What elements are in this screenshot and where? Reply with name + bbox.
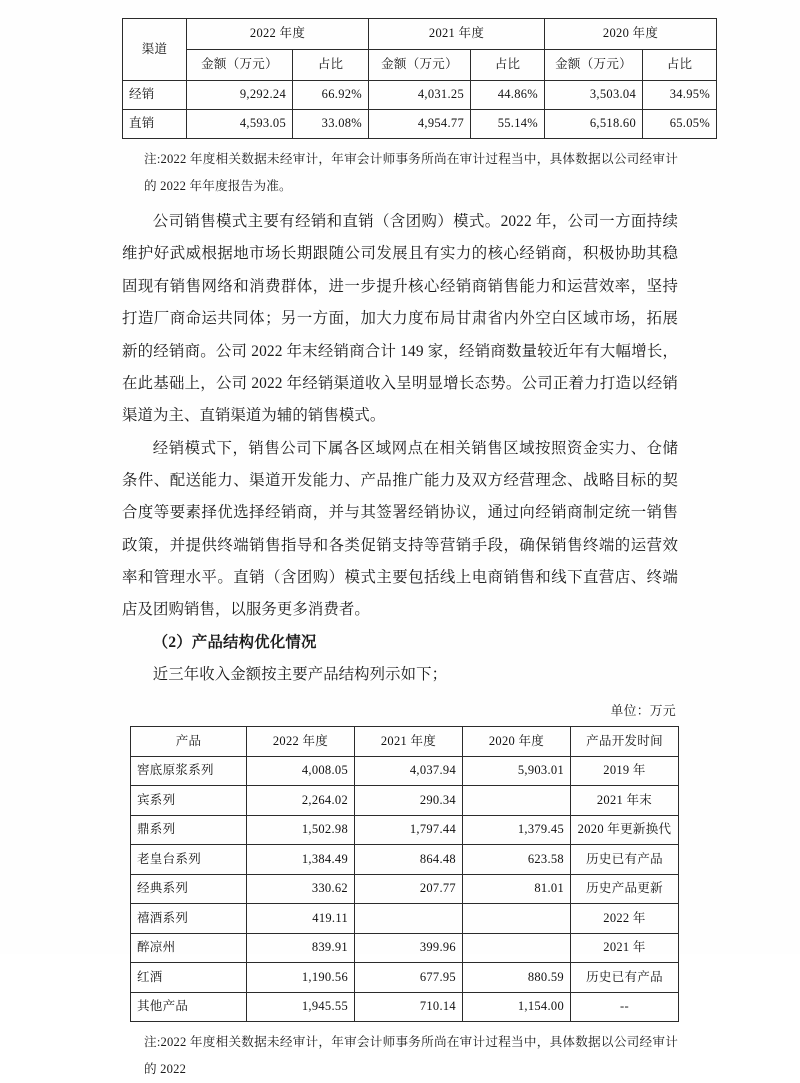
cell-pct-2020: 34.95% [643,81,717,110]
table-row [131,904,679,934]
table-subheader-row [123,50,717,81]
section-intro: 近三年收入金额按主要产品结构列示如下； [152,665,448,683]
subheader-amount-2022: 金额（万元） [187,50,293,81]
cell-2021: 710.14 [355,992,463,1022]
subheader-pct-2022: 占比 [293,50,369,81]
cell-dev-time: 2021 年 [571,933,679,963]
year-header-2020: 2020 年度 [545,19,717,50]
cell-product: 醉凉州 [131,933,247,963]
cell-amount-2021: 4,031.25 [369,81,471,110]
cell-product: 老皇台系列 [131,845,247,875]
cell-2021: 207.77 [355,874,463,904]
cell-amount-2022: 4,593.05 [187,110,293,139]
subheader-amount-2020: 金额（万元） [545,50,643,81]
subheader-pct-2020: 占比 [643,50,717,81]
cell-2022: 1,945.55 [247,992,355,1022]
table-row [123,110,717,139]
unit-label: 单位：万元 [610,704,676,719]
cell-product: 鼎系列 [131,815,247,845]
cell-product: 其他产品 [131,992,247,1022]
header-product: 产品 [131,727,247,757]
channel-table-note-block [122,146,678,200]
year-header-2021: 2021 年度 [369,19,545,50]
paragraph-sales-model: 公司销售模式主要有经销和直销（含团购）模式。2022 年，公司一方面持续维护好武威根据地市场长期跟随公司发展且有实力的核心经销商，积极协助其稳固现有销售网络和消费群体，进一步提升核心经销商销售能力和运营效率，坚持打造厂商命运共同体；另一方面，加大力度布局甘肃省内外空白区域市场，拓展新的经销商。公司 2022 年末经销商合计 149 家，经销商数量较近年有大幅增长，在此基础上，公司 2022 年经销渠道收入呈明显增长态势。公司正着力打造以经销渠道为主、直销渠道为辅的销售模式。 [122,213,678,425]
cell-pct-2022: 66.92% [293,81,369,110]
paragraph-distribution-model: 经销模式下，销售公司下属各区域网点在相关销售区域按照资金实力、仓储条件、配送能力、渠道开发能力、产品推广能力及双方经营理念、战略目标的契合度等要素择优选择经销商，并与其签署经销协议，通过向经销商制定统一销售政策，并提供终端销售指导和各类促销支持等营销手段，确保销售终端的运营效率和管理水平。直销（含团购）模式主要包括线上电商销售和线下直营店、终端店及团购销售，以服务更多消费者。 [122,439,678,619]
cell-2020 [463,933,571,963]
cell-2021: 677.95 [355,963,463,993]
cell-product: 窖底原浆系列 [131,756,247,786]
cell-2022: 1,384.49 [247,845,355,875]
header-2021: 2021 年度 [355,727,463,757]
channel-table-note: 注:2022 年度相关数据未经审计，年审会计师事务所尚在审计过程当中，具体数据以公司经审计的 2022 年年度报告为准。 [144,152,678,194]
cell-2022: 419.11 [247,904,355,934]
cell-dev-time: 2019 年 [571,756,679,786]
table-row [131,845,679,875]
cell-2020: 5,903.01 [463,756,571,786]
header-dev-time: 产品开发时间 [571,727,679,757]
cell-2021: 399.96 [355,933,463,963]
product-structure-table [130,726,679,1022]
cell-dev-time: 2021 年末 [571,786,679,816]
section-heading: （2）产品结构优化情况 [152,633,317,651]
table-header-row [123,19,717,50]
cell-2020: 1,154.00 [463,992,571,1022]
cell-2020 [463,786,571,816]
year-header-2022: 2022 年度 [187,19,369,50]
cell-2020 [463,904,571,934]
cell-pct-2020: 65.05% [643,110,717,139]
table-row [131,756,679,786]
cell-2021: 4,037.94 [355,756,463,786]
cell-product: 宾系列 [131,786,247,816]
cell-dev-time: -- [571,992,679,1022]
cell-2020: 81.01 [463,874,571,904]
sales-channel-table [122,18,717,139]
cell-dev-time: 历史产品更新 [571,874,679,904]
cell-pct-2022: 33.08% [293,110,369,139]
subheader-pct-2021: 占比 [471,50,545,81]
cell-amount-2020: 6,518.60 [545,110,643,139]
table-row [131,963,679,993]
cell-product: 经典系列 [131,874,247,904]
product-table-note-block [122,1029,678,1083]
header-2020: 2020 年度 [463,727,571,757]
table-row [131,786,679,816]
cell-2022: 4,008.05 [247,756,355,786]
cell-dev-time: 2022 年 [571,904,679,934]
cell-amount-2021: 4,954.77 [369,110,471,139]
cell-dev-time: 历史已有产品 [571,845,679,875]
cell-2022: 1,190.56 [247,963,355,993]
table-row [131,992,679,1022]
cell-amount-2022: 9,292.24 [187,81,293,110]
cell-2021: 1,797.44 [355,815,463,845]
channel-header-cell: 渠道 [123,19,187,81]
subheader-amount-2021: 金额（万元） [369,50,471,81]
cell-product: 红酒 [131,963,247,993]
table-header-row [131,727,679,757]
row-label: 经销 [123,81,187,110]
cell-2020: 623.58 [463,845,571,875]
product-table-note: 注:2022 年度相关数据未经审计，年审会计师事务所尚在审计过程当中，具体数据以公司经审计的 2022 [144,1035,678,1077]
cell-pct-2021: 44.86% [471,81,545,110]
cell-product: 禧酒系列 [131,904,247,934]
cell-amount-2020: 3,503.04 [545,81,643,110]
cell-2022: 839.91 [247,933,355,963]
cell-2021: 864.48 [355,845,463,875]
cell-2022: 1,502.98 [247,815,355,845]
cell-2022: 330.62 [247,874,355,904]
cell-2020: 1,379.45 [463,815,571,845]
document-content [122,18,711,1083]
cell-2022: 2,264.02 [247,786,355,816]
table-row [131,933,679,963]
table-row [123,81,717,110]
table-row [131,815,679,845]
table-row [131,874,679,904]
cell-pct-2021: 55.14% [471,110,545,139]
row-label: 直销 [123,110,187,139]
cell-2021 [355,904,463,934]
cell-dev-time: 2020 年更新换代 [571,815,679,845]
cell-2021: 290.34 [355,786,463,816]
cell-2020: 880.59 [463,963,571,993]
header-2022: 2022 年度 [247,727,355,757]
cell-dev-time: 历史已有产品 [571,963,679,993]
